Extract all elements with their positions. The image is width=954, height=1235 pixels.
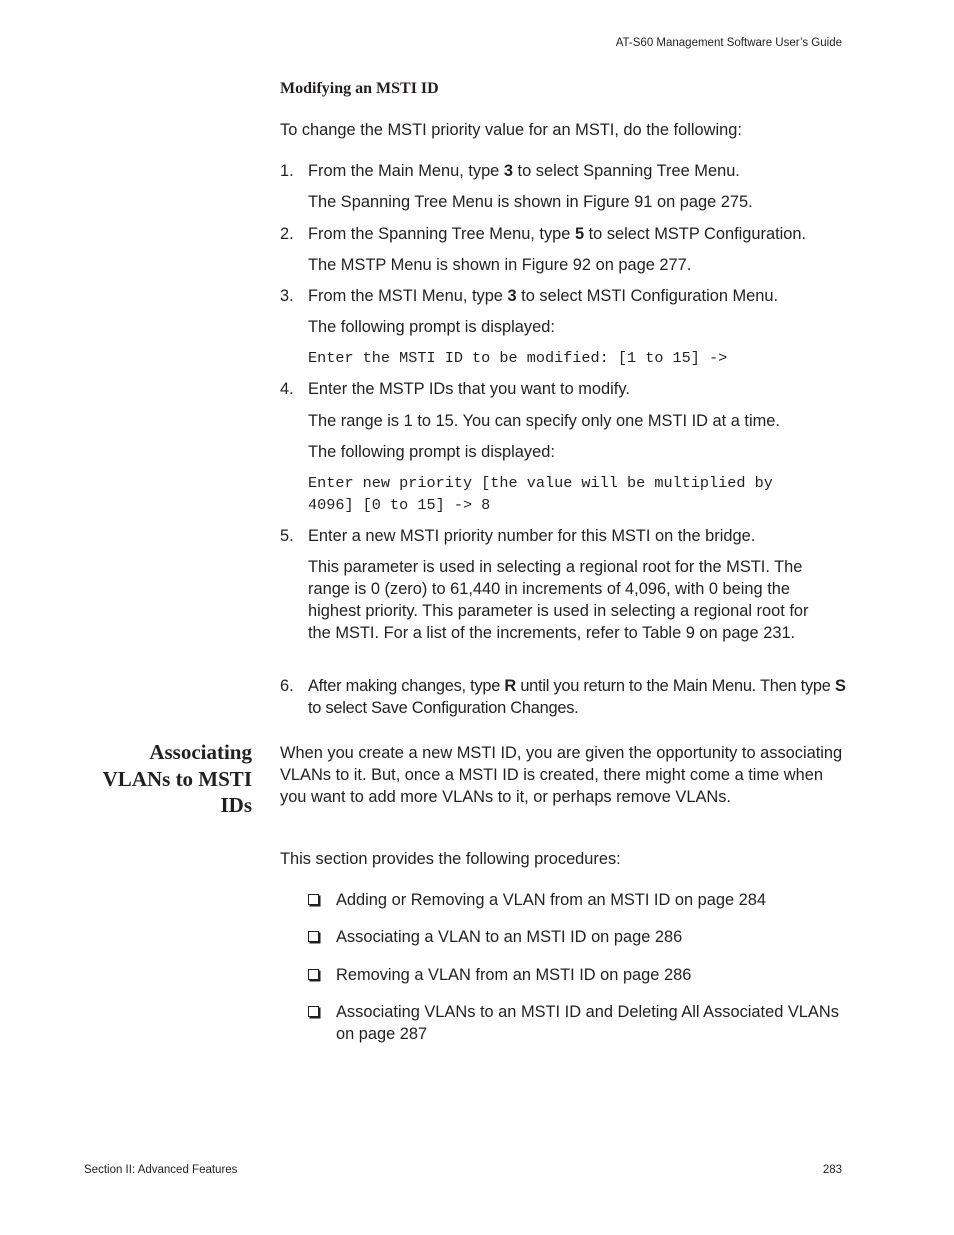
step-text: From the Main Menu, type 3 to select Spanning Tree Menu.	[308, 162, 740, 180]
step-note: This parameter is used in selecting a regional root for the MSTI. The range is 0 (zero) to 61,440 in increments of 4,096, with 0 being the highest priority. This parameter is used in selecting a regional root for the MSTI. For a list of the increments, refer to Table 9 on page 231.	[308, 558, 809, 642]
step-number: 6.	[280, 677, 294, 695]
procedure-link: Adding or Removing a VLAN from an MSTI ID on page 284	[336, 891, 767, 909]
checkbox-bullet-icon	[308, 1006, 319, 1017]
page-number: 283	[822, 1164, 842, 1176]
step-note: The MSTP Menu is shown in Figure 92 on page 277.	[308, 256, 692, 274]
step-text: After making changes, type R until you return to the Main Menu. Then type S to select Save Configuration Changes.	[308, 677, 846, 717]
step-number: 1.	[280, 162, 294, 180]
step-text: Enter the MSTP IDs that you want to modify.	[308, 380, 630, 398]
step-text: From the Spanning Tree Menu, type 5 to select MSTP Configuration.	[308, 225, 807, 243]
section-title: Modifying an MSTI ID	[280, 80, 439, 97]
key-label: 3	[507, 287, 517, 305]
intro-text: To change the MSTI priority value for an MSTI, do the following:	[280, 121, 742, 139]
footer-section: Section II: Advanced Features	[84, 1164, 238, 1176]
step-note: The following prompt is displayed:	[308, 318, 555, 336]
procedure-link: Removing a VLAN from an MSTI ID on page 286	[336, 966, 692, 984]
step-note: The following prompt is displayed:	[308, 443, 555, 461]
step-text: From the MSTI Menu, type 3 to select MSTI Configuration Menu.	[308, 287, 779, 305]
key-label: 5	[574, 225, 585, 243]
procedure-link: Associating VLANs to an MSTI ID and Deleting All Associated VLANs on page 287	[336, 1003, 839, 1043]
console-prompt: Enter the MSTI ID to be modified: [1 to 15] ->	[308, 349, 728, 367]
checkbox-bullet-icon	[308, 894, 319, 905]
key-label: 3	[503, 162, 513, 180]
step-number: 3.	[280, 287, 294, 305]
step-number: 5.	[280, 527, 294, 545]
console-prompt-line: Enter new priority [the value will be multiplied by	[308, 474, 773, 492]
checkbox-bullet-icon	[308, 969, 319, 980]
assoc-paragraph: When you create a new MSTI ID, you are given the opportunity to associating VLANs to it. But, once a MSTI ID is created, there might come a time when you want to add more VLANs to it, or perhaps remove VLANs.	[280, 744, 843, 806]
procedures-intro: This section provides the following procedures:	[280, 850, 621, 868]
key-label: S	[834, 677, 846, 695]
checkbox-bullet-icon	[308, 931, 319, 942]
step-note: The Spanning Tree Menu is shown in Figure 91 on page 275.	[308, 193, 753, 211]
step-number: 4.	[280, 380, 294, 398]
step-note: The range is 1 to 15. You can specify only one MSTI ID at a time.	[308, 412, 780, 430]
key-label: R	[504, 677, 517, 695]
running-header: AT-S60 Management Software User’s Guide	[615, 37, 842, 49]
console-prompt-line: 4096] [0 to 15] -> 8	[308, 496, 491, 514]
procedure-link: Associating a VLAN to an MSTI ID on page 286	[336, 928, 683, 946]
step-text: Enter a new MSTI priority number for this MSTI on the bridge.	[308, 527, 756, 545]
step-number: 2.	[280, 225, 294, 243]
side-heading: Associating VLANs to MSTI IDs	[102, 740, 252, 817]
